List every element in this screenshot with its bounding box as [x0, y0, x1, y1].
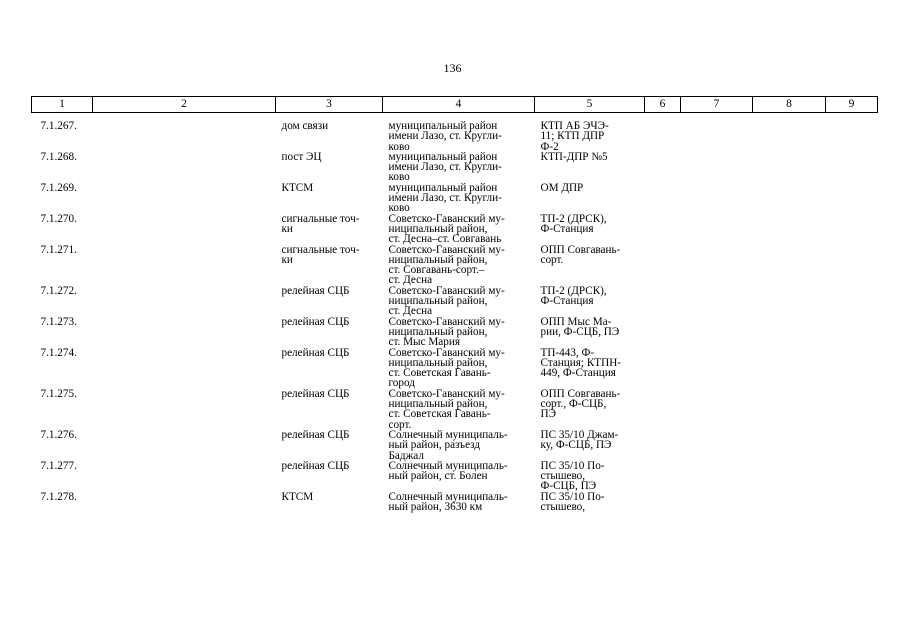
column-header-3: 3 — [276, 97, 383, 113]
object-name: сигнальные точ- ки — [281, 212, 360, 235]
empty-cell — [826, 286, 878, 317]
column-header-6: 6 — [645, 97, 681, 113]
column-header-2: 2 — [93, 97, 276, 113]
table-row — [32, 183, 878, 214]
table-row — [32, 492, 878, 513]
empty-cell — [681, 389, 753, 430]
empty-cell — [753, 183, 826, 214]
empty-cell — [645, 245, 681, 286]
row-number: 7.1.274. — [40, 346, 77, 359]
table-row — [32, 389, 878, 430]
empty-cell — [826, 317, 878, 348]
power-source: ТП-2 (ДРСК), Ф-Станция — [540, 284, 607, 308]
object-location: Советско-Гаванский му- ниципальный район, ст. Десна–ст. Совгавань — [388, 212, 505, 246]
object-name: пост ЭЦ — [281, 150, 322, 163]
object-name: релейная СЦБ — [281, 459, 350, 472]
column-header-8: 8 — [753, 97, 826, 113]
empty-cell — [753, 492, 826, 513]
power-source: ТП-443, Ф- Станция; КТПН- 449, Ф-Станция — [540, 346, 621, 380]
table-row — [32, 461, 878, 492]
power-source: КТП АБ ЭЧЭ- 11; КТП ДПР Ф-2 — [540, 120, 609, 153]
row-number: 7.1.275. — [40, 387, 77, 400]
row-number: 7.1.269. — [40, 181, 77, 194]
empty-cell — [753, 389, 826, 430]
row-number: 7.1.278. — [40, 490, 77, 503]
empty-cell — [93, 317, 276, 348]
empty-cell — [753, 214, 826, 245]
object-name: релейная СЦБ — [281, 387, 350, 400]
empty-cell — [645, 389, 681, 430]
table-row — [32, 317, 878, 348]
object-location: Солнечный муниципаль- ный район, разъезд Баджал — [388, 428, 508, 462]
table-body — [32, 113, 878, 513]
empty-cell — [645, 286, 681, 317]
row-number: 7.1.268. — [40, 150, 77, 163]
object-location: Советско-Гаванский му- ниципальный район, ст. Совгавань-сорт.– ст. Десна — [388, 243, 505, 287]
empty-cell — [93, 245, 276, 286]
object-location: Советско-Гаванский му- ниципальный район, ст. Советская Гавань- сорт. — [388, 387, 505, 431]
row-number: 7.1.273. — [40, 315, 77, 328]
table-header — [32, 97, 878, 113]
object-location: муниципальный район имени Лазо, ст. Кругли- ково — [388, 120, 502, 153]
empty-cell — [826, 389, 878, 430]
row-number: 7.1.277. — [40, 459, 77, 472]
object-location: Солнечный муниципаль- ный район, ст. Болен — [388, 459, 508, 483]
empty-cell — [645, 152, 681, 183]
empty-cell — [753, 286, 826, 317]
empty-cell — [826, 113, 878, 152]
object-location: Советско-Гаванский му- ниципальный район, ст. Мыс Мария — [388, 315, 505, 349]
object-location: муниципальный район имени Лазо, ст. Кругли- ково — [388, 181, 502, 215]
empty-cell — [681, 113, 753, 152]
object-location: муниципальный район имени Лазо, ст. Кругли- ково — [388, 150, 502, 184]
empty-cell — [93, 183, 276, 214]
table-row — [32, 430, 878, 461]
empty-cell — [681, 430, 753, 461]
power-source: ОПП Совгавань- сорт., Ф-СЦБ, ПЭ — [540, 387, 621, 421]
empty-cell — [93, 113, 276, 152]
empty-cell — [681, 245, 753, 286]
empty-cell — [826, 492, 878, 513]
power-source: ОПП Совгавань- сорт. — [540, 243, 621, 266]
empty-cell — [826, 461, 878, 492]
empty-cell — [681, 348, 753, 389]
column-header-4: 4 — [383, 97, 535, 113]
table-row — [32, 152, 878, 183]
empty-cell — [93, 461, 276, 492]
empty-cell — [681, 317, 753, 348]
object-name: дом связи — [281, 120, 329, 132]
empty-cell — [826, 214, 878, 245]
empty-cell — [826, 245, 878, 286]
empty-cell — [826, 183, 878, 214]
empty-cell — [681, 152, 753, 183]
power-source: ПС 35/10 Джам- ку, Ф-СЦБ, ПЭ — [540, 428, 619, 452]
empty-cell — [753, 461, 826, 492]
column-header-1: 1 — [32, 97, 93, 113]
empty-cell — [93, 430, 276, 461]
table-row — [32, 348, 878, 389]
empty-cell — [645, 113, 681, 152]
object-name: релейная СЦБ — [281, 284, 350, 297]
object-name: КТСМ — [281, 490, 314, 503]
power-source: ОМ ДПР — [540, 181, 584, 194]
row-number: 7.1.267. — [40, 120, 77, 132]
column-header-7: 7 — [681, 97, 753, 113]
header-row — [32, 97, 878, 113]
empty-cell — [826, 152, 878, 183]
empty-cell — [753, 317, 826, 348]
column-header-5: 5 — [535, 97, 645, 113]
page-number: 136 — [443, 61, 462, 75]
table-row — [32, 286, 878, 317]
register-table — [31, 96, 878, 512]
object-name: релейная СЦБ — [281, 428, 350, 441]
object-name: КТСМ — [281, 181, 314, 194]
empty-cell — [645, 183, 681, 214]
power-source: ПС 35/10 По- стышево, Ф-СЦБ, ПЭ — [540, 459, 605, 493]
object-location: Солнечный муниципаль- ный район, 3630 км — [388, 490, 508, 513]
empty-cell — [93, 152, 276, 183]
object-location: Советско-Гаванский му- ниципальный район, ст. Десна — [388, 284, 505, 318]
empty-cell — [681, 214, 753, 245]
table-row — [32, 214, 878, 245]
row-number: 7.1.271. — [40, 243, 77, 256]
table-row — [32, 113, 878, 152]
power-source: ТП-2 (ДРСК), Ф-Станция — [540, 212, 607, 235]
empty-cell — [645, 461, 681, 492]
object-name: сигнальные точ- ки — [281, 243, 360, 266]
row-number: 7.1.272. — [40, 284, 77, 297]
empty-cell — [681, 492, 753, 513]
empty-cell — [753, 245, 826, 286]
empty-cell — [645, 348, 681, 389]
empty-cell — [826, 430, 878, 461]
power-source: КТП-ДПР №5 — [540, 150, 608, 163]
empty-cell — [826, 348, 878, 389]
table-row — [32, 245, 878, 286]
object-location: Советско-Гаванский му- ниципальный район, ст. Советская Гавань- город — [388, 346, 505, 390]
empty-cell — [93, 214, 276, 245]
object-name: релейная СЦБ — [281, 315, 350, 328]
row-number: 7.1.276. — [40, 428, 77, 441]
empty-cell — [93, 492, 276, 513]
column-header-9: 9 — [826, 97, 878, 113]
empty-cell — [93, 389, 276, 430]
empty-cell — [645, 492, 681, 513]
empty-cell — [681, 183, 753, 214]
empty-cell — [93, 348, 276, 389]
empty-cell — [681, 461, 753, 492]
empty-cell — [753, 152, 826, 183]
empty-cell — [753, 430, 826, 461]
empty-cell — [645, 214, 681, 245]
object-name: релейная СЦБ — [281, 346, 350, 359]
empty-cell — [753, 348, 826, 389]
empty-cell — [93, 286, 276, 317]
empty-cell — [681, 286, 753, 317]
empty-cell — [645, 317, 681, 348]
power-source: ПС 35/10 По- стышево, — [540, 490, 605, 513]
empty-cell — [753, 113, 826, 152]
empty-cell — [645, 430, 681, 461]
power-source: ОПП Мыс Ма- рии, Ф-СЦБ, ПЭ — [540, 315, 620, 338]
row-number: 7.1.270. — [40, 212, 77, 225]
